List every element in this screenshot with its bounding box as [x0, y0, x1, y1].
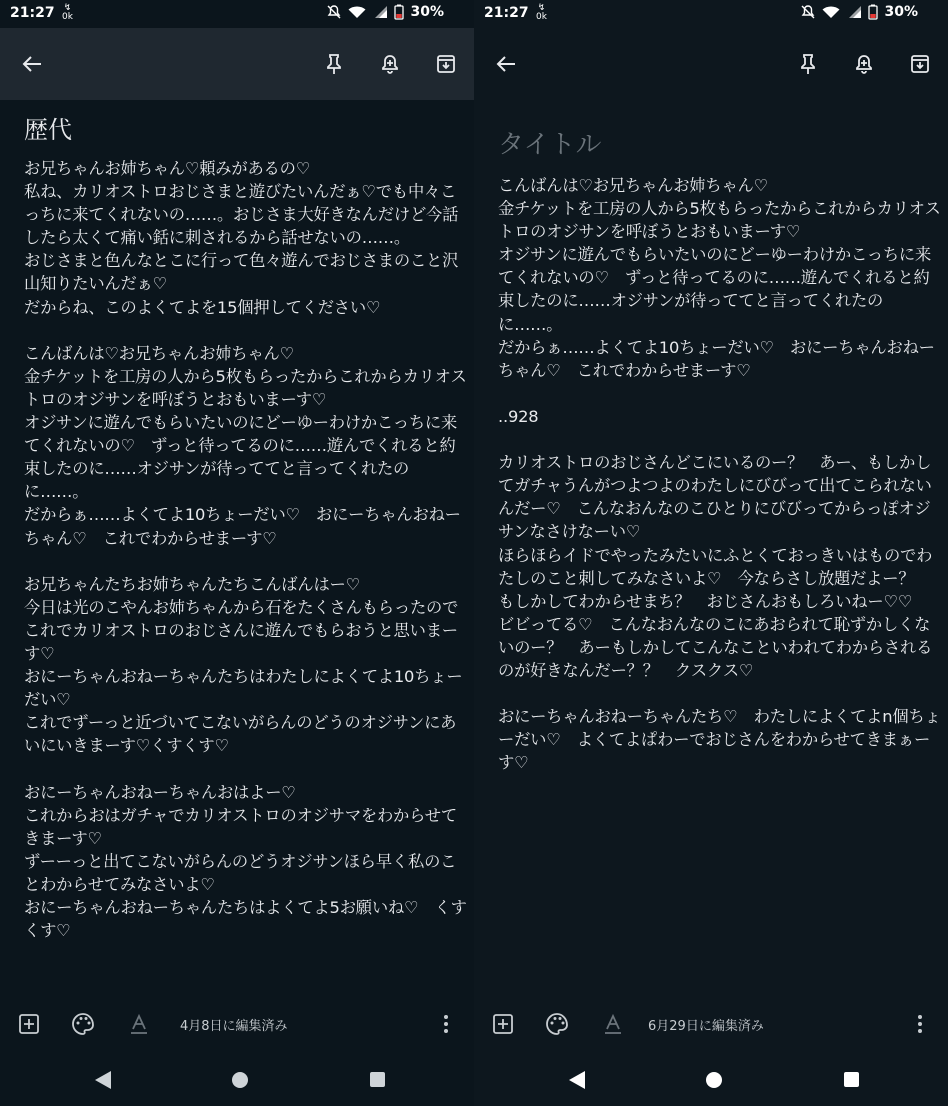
- text-format-icon: [128, 1013, 150, 1035]
- more-vert-icon: [917, 1014, 923, 1034]
- color-button[interactable]: [70, 1011, 96, 1037]
- arrow-left-icon: [495, 53, 517, 75]
- network-speed-icon: ↯: [63, 3, 72, 13]
- archive-icon: [435, 53, 457, 75]
- edited-timestamp: 6月29日に編集済み: [648, 1019, 764, 1034]
- network-speed: [62, 4, 73, 22]
- battery-icon: [394, 4, 404, 20]
- pin-button[interactable]: [794, 50, 822, 78]
- bell-plus-icon: [853, 53, 875, 75]
- status-bar: [474, 0, 948, 28]
- status-time: 21:27: [10, 5, 55, 21]
- network-speed-value: 0k: [536, 12, 547, 22]
- wifi-icon: [348, 5, 366, 19]
- nav-home-button[interactable]: [232, 1072, 248, 1088]
- note-screen-right: [474, 0, 948, 1106]
- arrow-left-icon: [21, 53, 43, 75]
- add-box-icon: [18, 1013, 40, 1035]
- battery-percent: 30%: [410, 4, 444, 20]
- bell-plus-icon: [379, 53, 401, 75]
- more-options-button[interactable]: [436, 1011, 456, 1037]
- archive-button[interactable]: [906, 50, 934, 78]
- pin-icon: [324, 53, 344, 75]
- pin-icon: [798, 53, 818, 75]
- system-nav-bar: [474, 1056, 948, 1106]
- network-speed-value: 0k: [62, 12, 73, 22]
- reminder-button[interactable]: [850, 50, 878, 78]
- palette-icon: [71, 1012, 95, 1036]
- status-icons: [800, 4, 918, 20]
- nav-recents-button[interactable]: [370, 1072, 385, 1087]
- archive-button[interactable]: [432, 50, 460, 78]
- note-toolbar: [0, 28, 474, 100]
- triangle-back-icon: [568, 1070, 586, 1090]
- signal-icon: [846, 5, 862, 19]
- note-body[interactable]: こんばんは♡お兄ちゃんお姉ちゃん♡ 金チケットを工房の人から5枚もらったからこれからカリオストロのオジサンを呼ぼうとおもいまーす♡ オジサンに遊んでもらいたいのにどーゆーわけかこっちに来てくれないの♡ ずっと待ってるのに……遊んでくれると約束したのに……オジサンが待っててと言ってくれたのに……。 だからぁ……よくてよ10ちょーだい♡ おにーちゃんおねーちゃん♡ これでわからせまーす♡ ..928 カリオストロのおじさんどこにいるのー？ あー、もしかしてガチャうんがつよつよのわたしにびびって出てこられないんだー♡ こんなおんなのこひとりにびびってからっぽオジサンなさけなーい♡ ほらほらイドでやったみたいにふとくておっきいはものでわたしのこと刺してみなさいよ♡ 今ならさし放題だよー？ もしかしてわからせまち？ おじさんおもしろいねー♡♡ ビビってる♡ こんなおんなのこにあおられて恥ずかしくないのー？ あーもしかしてこんなこといわれてわからされるのが好きなんだー？？ クスクス♡ おにーちゃんおねーちゃんたち♡ わたしによくてよn個ちょーだい♡ よくてよぱわーでおじさんをわからせてきまぁーす♡: [498, 176, 941, 773]
- text-format-button[interactable]: [600, 1011, 626, 1037]
- note-title[interactable]: 歴代: [24, 116, 72, 144]
- battery-icon: [868, 4, 878, 20]
- editor-bottom-bar: [474, 1003, 948, 1043]
- text-format-button[interactable]: [126, 1011, 152, 1037]
- note-title-placeholder[interactable]: タイトル: [498, 130, 602, 160]
- system-nav-bar: [0, 1056, 474, 1106]
- status-time: 21:27: [484, 5, 529, 21]
- mute-icon: [326, 4, 342, 20]
- palette-icon: [545, 1012, 569, 1036]
- add-content-button[interactable]: [490, 1011, 516, 1037]
- more-vert-icon: [443, 1014, 449, 1034]
- nav-home-button[interactable]: [706, 1072, 722, 1088]
- pin-button[interactable]: [320, 50, 348, 78]
- note-toolbar: [474, 28, 948, 100]
- note-body[interactable]: お兄ちゃんお姉ちゃん♡頼みがあるの♡ 私ね、カリオストロおじさまと遊びたいんだぁ♡でも中々こっちに来てくれないの……。おじさま大好きなんだけど今話したら太くて痛い銛に刺されるから話せないの……。 おじさまと色んなとこに行って色々遊んでおじさまのこと沢山知りたいんだぁ♡ だからね、このよくてよを15個押してください♡ こんばんは♡お兄ちゃんお姉ちゃん♡ 金チケットを工房の人から5枚もらったからこれからカリオストロのオジサンを呼ぼうとおもいまーす♡ オジサンに遊んでもらいたいのにどーゆーわけかこっちに来てくれないの♡ ずっと待ってるのに……遊んでくれると約束したのに……オジサンが待っててと言ってくれたのに……。 だからぁ……よくてよ10ちょーだい♡ おにーちゃんおねーちゃん♡ これでわからせまーす♡ お兄ちゃんたちお姉ちゃんたちこんばんはー♡ 今日は光のこやんお姉ちゃんから石をたくさんもらったのでこれでカリオストロのおじさんに遊んでもらおうと思いまーす♡ おにーちゃんおねーちゃんたちはわたしによくてよ10ちょーだい♡ これでずーっと近づいてこないがらんのどうのオジサンにあいにいきまーす♡くすくす♡ おにーちゃんおねーちゃんおはよー♡ これからおはガチャでカリオストロのオジサマをわからせてきまーす♡ ずーーっと出てこないがらんのどうオジサンほら早く私のことわからせてみなさいよ♡ おにーちゃんおねーちゃんたちはよくてよ5お願いね♡ くすくす♡: [24, 159, 467, 941]
- nav-recents-button[interactable]: [844, 1072, 859, 1087]
- color-button[interactable]: [544, 1011, 570, 1037]
- archive-icon: [909, 53, 931, 75]
- editor-bottom-bar: [0, 1003, 474, 1043]
- add-box-icon: [492, 1013, 514, 1035]
- battery-percent: 30%: [884, 4, 918, 20]
- add-content-button[interactable]: [16, 1011, 42, 1037]
- more-options-button[interactable]: [910, 1011, 930, 1037]
- back-button[interactable]: [18, 50, 46, 78]
- status-icons: [326, 4, 444, 20]
- nav-back-button[interactable]: [568, 1070, 586, 1094]
- wifi-icon: [822, 5, 840, 19]
- back-button[interactable]: [492, 50, 520, 78]
- edited-timestamp: 4月8日に編集済み: [180, 1019, 288, 1034]
- status-bar: [0, 0, 474, 28]
- nav-back-button[interactable]: [94, 1070, 112, 1094]
- signal-icon: [372, 5, 388, 19]
- mute-icon: [800, 4, 816, 20]
- reminder-button[interactable]: [376, 50, 404, 78]
- network-speed: [536, 4, 547, 22]
- triangle-back-icon: [94, 1070, 112, 1090]
- text-format-icon: [602, 1013, 624, 1035]
- network-speed-icon: ↯: [537, 3, 546, 13]
